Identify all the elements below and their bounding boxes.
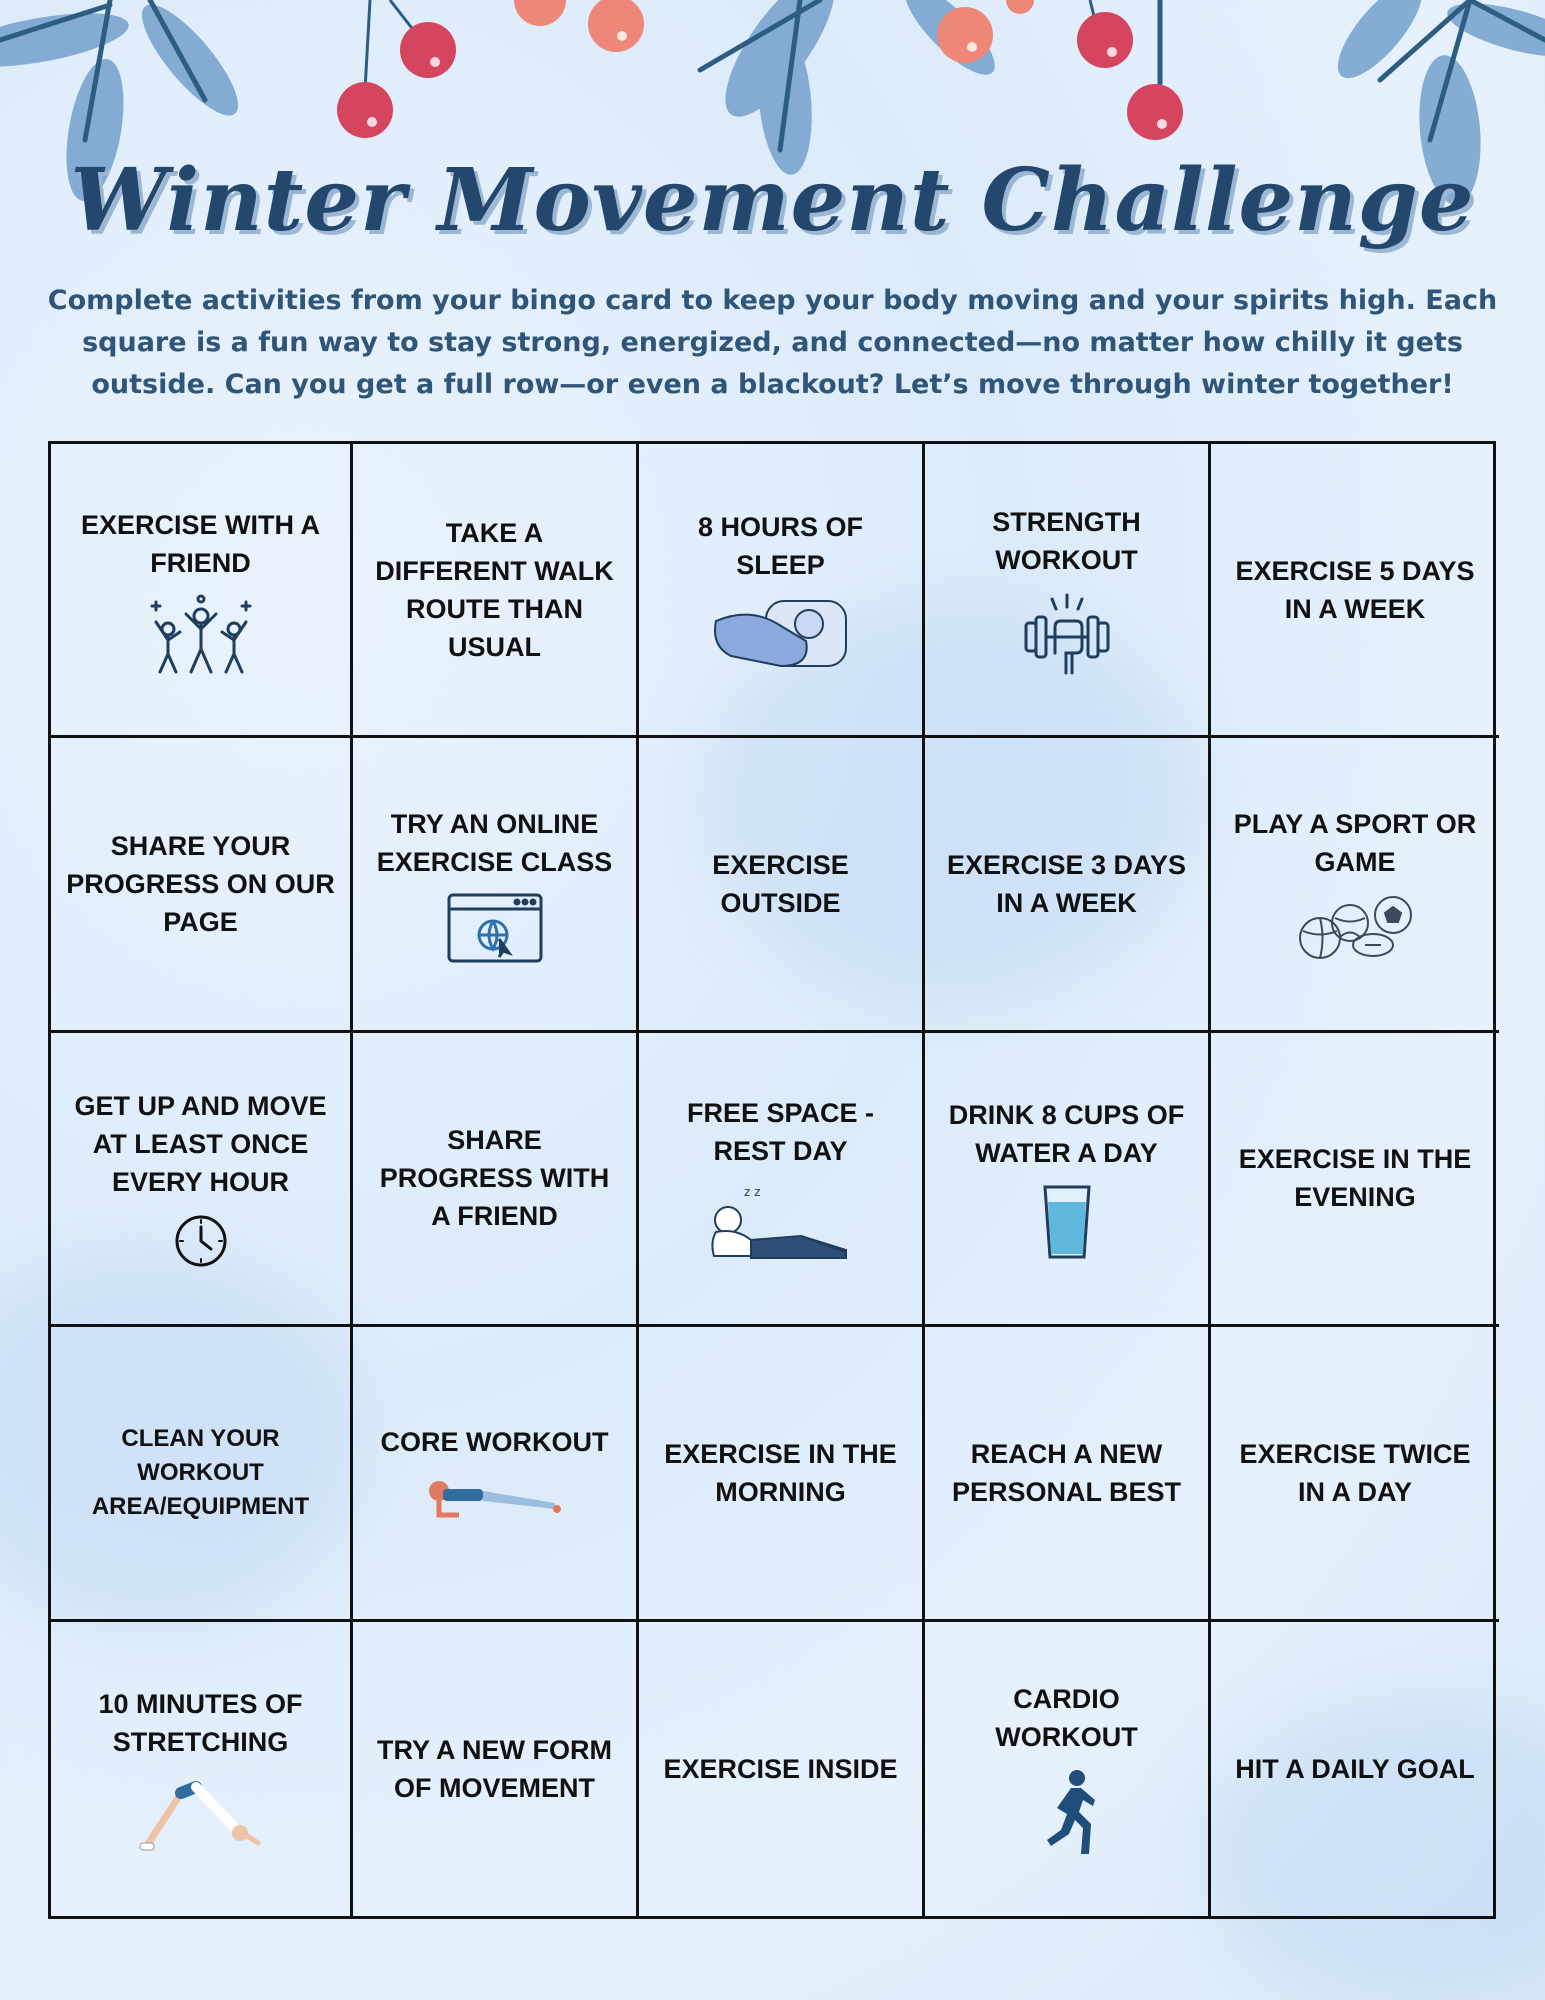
bingo-square[interactable] (1211, 738, 1499, 1032)
browser-globe-icon (447, 893, 543, 963)
bingo-square[interactable] (353, 1033, 639, 1327)
bingo-square[interactable] (1211, 1327, 1499, 1621)
page-title: Winter Movement Challenge (70, 150, 1475, 251)
water-glass-icon (1042, 1184, 1092, 1260)
runner-icon (1037, 1768, 1097, 1858)
bingo-square[interactable] (51, 444, 353, 738)
plank-person-icon (425, 1473, 565, 1523)
square-label: SHARE PROGRESS WITH A FRIEND (379, 1125, 610, 1232)
bingo-square[interactable] (353, 1622, 639, 1916)
square-label: FREE SPACE - REST DAY (686, 1098, 875, 1167)
square-label: EXERCISE IN THE MORNING (664, 1438, 897, 1507)
bingo-square[interactable] (51, 738, 353, 1032)
square-label: 10 MINUTES OF STRETCHING (98, 1688, 303, 1757)
bingo-square[interactable] (925, 1622, 1211, 1916)
bingo-square[interactable] (639, 1327, 925, 1621)
square-label: TRY A NEW FORM OF MOVEMENT (377, 1734, 612, 1803)
square-label: REACH A NEW PERSONAL BEST (951, 1438, 1182, 1507)
bingo-card (48, 441, 1496, 1919)
square-label: EXERCISE TWICE IN A DAY (1239, 1438, 1471, 1507)
square-label: DRINK 8 CUPS OF WATER A DAY (948, 1100, 1185, 1169)
sports-balls-icon (1295, 893, 1415, 963)
bingo-square[interactable] (639, 1622, 925, 1916)
square-label: 8 HOURS OF SLEEP (697, 512, 864, 581)
square-label: EXERCISE INSIDE (663, 1753, 898, 1784)
square-label: GET UP AND MOVE AT LEAST ONCE EVERY HOUR (74, 1091, 327, 1198)
bingo-square[interactable] (925, 1033, 1211, 1327)
square-label: EXERCISE WITH A FRIEND (80, 509, 321, 578)
clock-icon (173, 1213, 229, 1269)
square-label: TAKE A DIFFERENT WALK ROUTE THAN USUAL (375, 517, 614, 662)
square-label: CLEAN YOUR WORKOUT AREA/EQUIPMENT (91, 1424, 310, 1520)
square-label: EXERCISE IN THE EVENING (1238, 1144, 1472, 1213)
bingo-square[interactable] (925, 444, 1211, 738)
bingo-square[interactable] (353, 444, 639, 738)
square-label: SHARE YOUR PROGRESS ON OUR PAGE (66, 831, 335, 938)
bingo-square[interactable] (639, 1033, 925, 1327)
friends-cheering-icon (146, 594, 256, 674)
bingo-square[interactable] (353, 738, 639, 1032)
svg-text:z z: z z (743, 1185, 760, 1200)
dumbbell-fist-icon (1022, 591, 1112, 676)
bingo-square[interactable] (639, 444, 925, 738)
bingo-square[interactable] (639, 738, 925, 1032)
resting-person-icon (706, 1182, 856, 1262)
bingo-square[interactable] (925, 1327, 1211, 1621)
bingo-square[interactable] (51, 1622, 353, 1916)
intro-text: Complete activities from your bingo card to keep your body moving and your spirits high. Each square is a fun way to stay strong, energized, and connected—no matter how chilly it gets outside. Can you get a full row—or even a blackout? Let’s move through winter together! (47, 285, 1498, 400)
bingo-square[interactable] (51, 1327, 353, 1621)
bingo-square[interactable] (1211, 444, 1499, 738)
stretching-person-icon (136, 1773, 266, 1853)
sleeping-person-icon (711, 596, 851, 671)
square-label: EXERCISE OUTSIDE (712, 850, 849, 919)
square-label: CARDIO WORKOUT (995, 1683, 1138, 1752)
bingo-square[interactable] (1211, 1622, 1499, 1916)
square-label: TRY AN ONLINE EXERCISE CLASS (376, 809, 613, 878)
bingo-square[interactable] (1211, 1033, 1499, 1327)
square-label: PLAY A SPORT OR GAME (1233, 809, 1477, 878)
bingo-square[interactable] (925, 738, 1211, 1032)
square-label: CORE WORKOUT (380, 1426, 609, 1457)
square-label: EXERCISE 3 DAYS IN A WEEK (946, 850, 1187, 919)
bingo-square[interactable] (51, 1033, 353, 1327)
square-label: EXERCISE 5 DAYS IN A WEEK (1235, 555, 1475, 624)
square-label: STRENGTH WORKOUT (992, 507, 1141, 576)
square-label: HIT A DAILY GOAL (1235, 1753, 1475, 1784)
bingo-square[interactable] (353, 1327, 639, 1621)
